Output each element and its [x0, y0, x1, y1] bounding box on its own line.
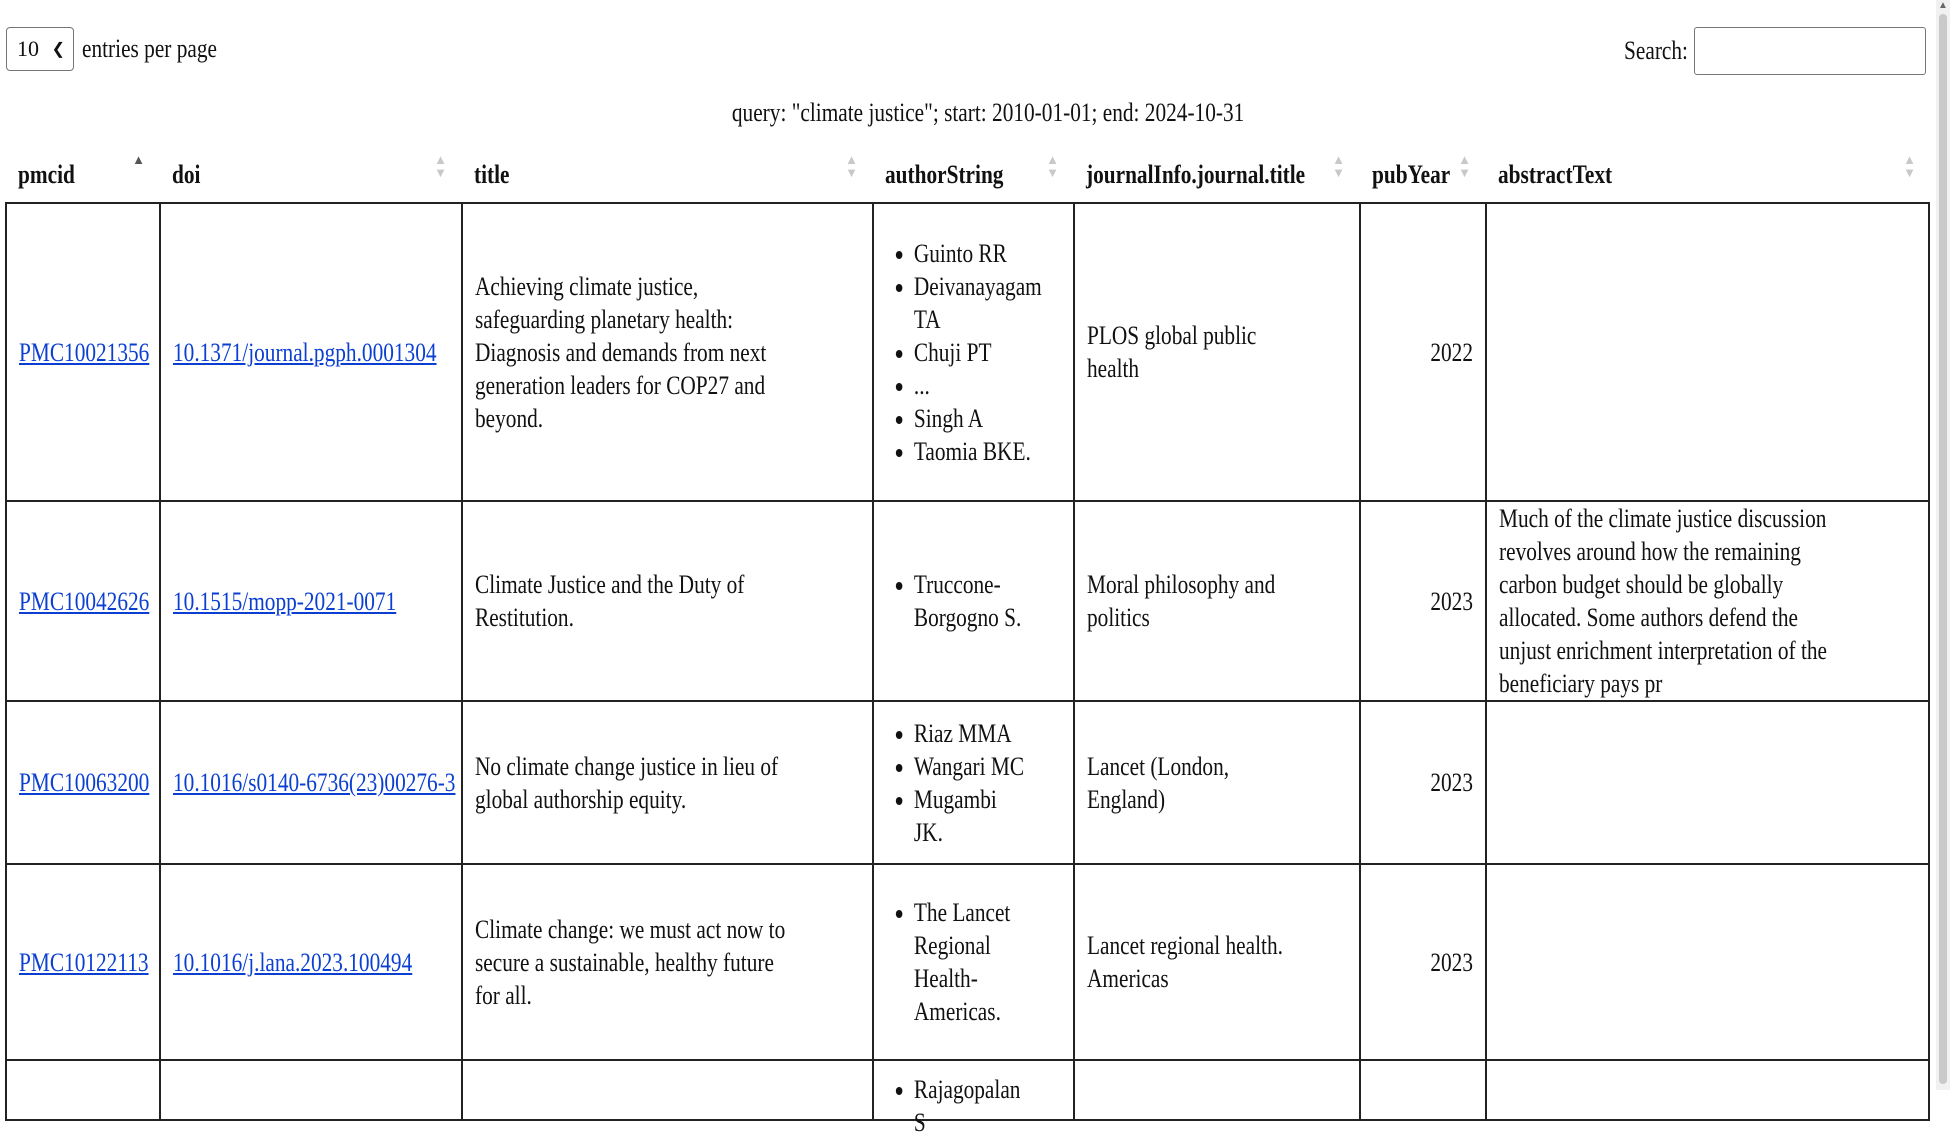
author-item: • Chuji PT [914, 336, 1042, 369]
cell-title [461, 702, 872, 863]
pubyear-text: 2023 [1430, 768, 1473, 797]
cell-journal [1073, 865, 1359, 1059]
table-row [5, 1061, 1930, 1137]
cell-pmcid [5, 702, 159, 863]
page-length-value: 10 [17, 36, 39, 61]
column-header-label: abstractText [1498, 159, 1613, 189]
table-controls [0, 0, 1950, 105]
cell-abstract [1485, 1061, 1930, 1119]
vertical-scrollbar[interactable] [1936, 0, 1950, 1090]
column-header-label: doi [172, 159, 201, 189]
pmcid-link[interactable]: PMC10063200 [19, 768, 150, 797]
cell-doi [159, 204, 461, 500]
title-text: No climate change justice in lieu of global authorship equity. [475, 751, 779, 814]
cell-doi [159, 502, 461, 700]
sort-icon: ▲ ▼ [1332, 152, 1345, 180]
sort-icon: ▲ ▼ [434, 152, 447, 180]
pubyear-text: 2023 [1430, 586, 1473, 616]
table-caption: query: "climate justice"; start: 2010-01-01; end: 2024-10-31 [731, 98, 1245, 127]
author-item: • Truccone-Borgogno S. [914, 568, 1030, 634]
author-list [886, 896, 1030, 1028]
cell-abstract [1485, 702, 1930, 863]
scroll-up-arrow-icon[interactable]: ▲ [1938, 0, 1948, 11]
author-list [886, 1073, 1030, 1139]
page-length-control [6, 27, 247, 71]
author-list [886, 717, 1030, 849]
pubyear-text: 2023 [1430, 947, 1473, 977]
column-header-label: title [474, 159, 510, 189]
column-header-pubYear[interactable] [1359, 147, 1485, 202]
cell-journal [1073, 702, 1359, 863]
cell-authors [872, 865, 1073, 1059]
column-header-label: authorString [885, 159, 1004, 189]
column-header-label: pmcid [18, 159, 75, 189]
chevron-down-icon: ❮ [51, 41, 65, 58]
pmcid-link[interactable]: PMC10021356 [19, 337, 150, 367]
journal-text: Lancet regional health. Americas [1087, 931, 1283, 993]
sort-icon: ▲ ▼ [1903, 152, 1916, 180]
table-row [5, 204, 1930, 502]
author-item: • Guinto RR [914, 237, 1042, 270]
column-header-authorString[interactable] [872, 147, 1073, 202]
cell-authors [872, 204, 1073, 500]
cell-title [461, 1061, 872, 1119]
cell-pmcid [5, 502, 159, 700]
author-item: • Riaz MMA [914, 717, 1030, 750]
cell-title [461, 865, 872, 1059]
author-item: • Deivanayagam TA [914, 270, 1042, 336]
column-header-title[interactable] [461, 147, 872, 202]
author-item: • Singh A [914, 402, 1042, 435]
column-header-pmcid[interactable] [5, 147, 159, 202]
doi-link[interactable]: 10.1016/s0140-6736(23)00276-3 [173, 768, 456, 797]
cell-journal [1073, 1061, 1359, 1119]
doi-link[interactable]: 10.1515/mopp-2021-0071 [173, 586, 397, 616]
doi-link[interactable]: 10.1371/journal.pgph.0001304 [173, 337, 437, 367]
journal-text: Moral philosophy and politics [1087, 570, 1276, 632]
journal-text: Lancet (London, England) [1087, 751, 1230, 814]
table-row [5, 502, 1930, 702]
column-header-label: journalInfo.journal.title [1086, 159, 1306, 189]
cell-abstract [1485, 204, 1930, 500]
cell-authors [872, 1061, 1073, 1137]
author-item: • ... [914, 369, 1042, 402]
cell-pubyear [1359, 204, 1485, 500]
cell-authors [872, 502, 1073, 700]
search-label: Search: [1624, 36, 1688, 65]
author-item: • Taomia BKE. [914, 435, 1042, 468]
scrollbar-thumb[interactable] [1939, 14, 1947, 1084]
cell-doi [159, 865, 461, 1059]
column-header-journalInfo-journal-title[interactable] [1073, 147, 1359, 202]
author-item: • Rajagopalan S [914, 1073, 1030, 1139]
column-header-label: pubYear [1372, 159, 1451, 189]
cell-title [461, 502, 872, 700]
author-item: • Mugambi JK. [914, 783, 1030, 849]
table-row [5, 865, 1930, 1061]
cell-title [461, 204, 872, 500]
cell-pubyear [1359, 1061, 1485, 1119]
cell-doi [159, 702, 461, 863]
abstract-text: Much of the climate justice discussion revolves around how the remaining carbon budget should be globally allocated. Some authors defend the unjust enrichment interpretation of the beneficiary pays pr [1499, 504, 1827, 698]
pmcid-link[interactable]: PMC10042626 [19, 586, 150, 616]
cell-pmcid [5, 1061, 159, 1119]
pubyear-text: 2022 [1430, 337, 1473, 367]
column-header-abstractText[interactable] [1485, 147, 1930, 202]
author-item: • Wangari MC [914, 750, 1030, 783]
title-text: Climate change: we must act now to secure a sustainable, healthy future for all. [475, 914, 786, 1010]
title-text: Achieving climate justice, safeguarding planetary health: Diagnosis and demands from next generation leaders for COP27 and beyond. [475, 271, 767, 433]
sort-icon: ▲ ▼ [845, 152, 858, 180]
cell-pmcid [5, 204, 159, 500]
search-control [1610, 27, 1926, 75]
column-header-doi[interactable] [159, 147, 461, 202]
cell-pmcid [5, 865, 159, 1059]
sort-icon: ▲ ▼ [1046, 152, 1059, 180]
table-row [5, 702, 1930, 865]
pmcid-link[interactable]: PMC10122113 [19, 947, 149, 977]
search-input[interactable] [1694, 27, 1926, 75]
cell-pubyear [1359, 865, 1485, 1059]
cell-journal [1073, 502, 1359, 700]
sort-icon: ▲ ▼ [1458, 152, 1471, 180]
author-list [886, 568, 1030, 634]
cell-pubyear [1359, 702, 1485, 863]
doi-link[interactable]: 10.1016/j.lana.2023.100494 [173, 947, 413, 977]
cell-abstract [1485, 502, 1930, 700]
cell-authors [872, 702, 1073, 863]
journal-text: PLOS global public health [1087, 321, 1257, 383]
title-text: Climate Justice and the Duty of Restitution. [475, 570, 745, 632]
cell-pubyear [1359, 502, 1485, 700]
cell-journal [1073, 204, 1359, 500]
sort-icon: ▲ [132, 152, 145, 167]
page-length-label: entries per page [82, 34, 217, 63]
cell-abstract [1485, 865, 1930, 1059]
author-list [886, 237, 1042, 468]
table-header [5, 147, 1930, 202]
page-length-select[interactable] [6, 27, 74, 71]
author-item: • The Lancet Regional Health-Americas. [914, 896, 1030, 1028]
cell-doi [159, 1061, 461, 1119]
results-table [5, 202, 1930, 1137]
